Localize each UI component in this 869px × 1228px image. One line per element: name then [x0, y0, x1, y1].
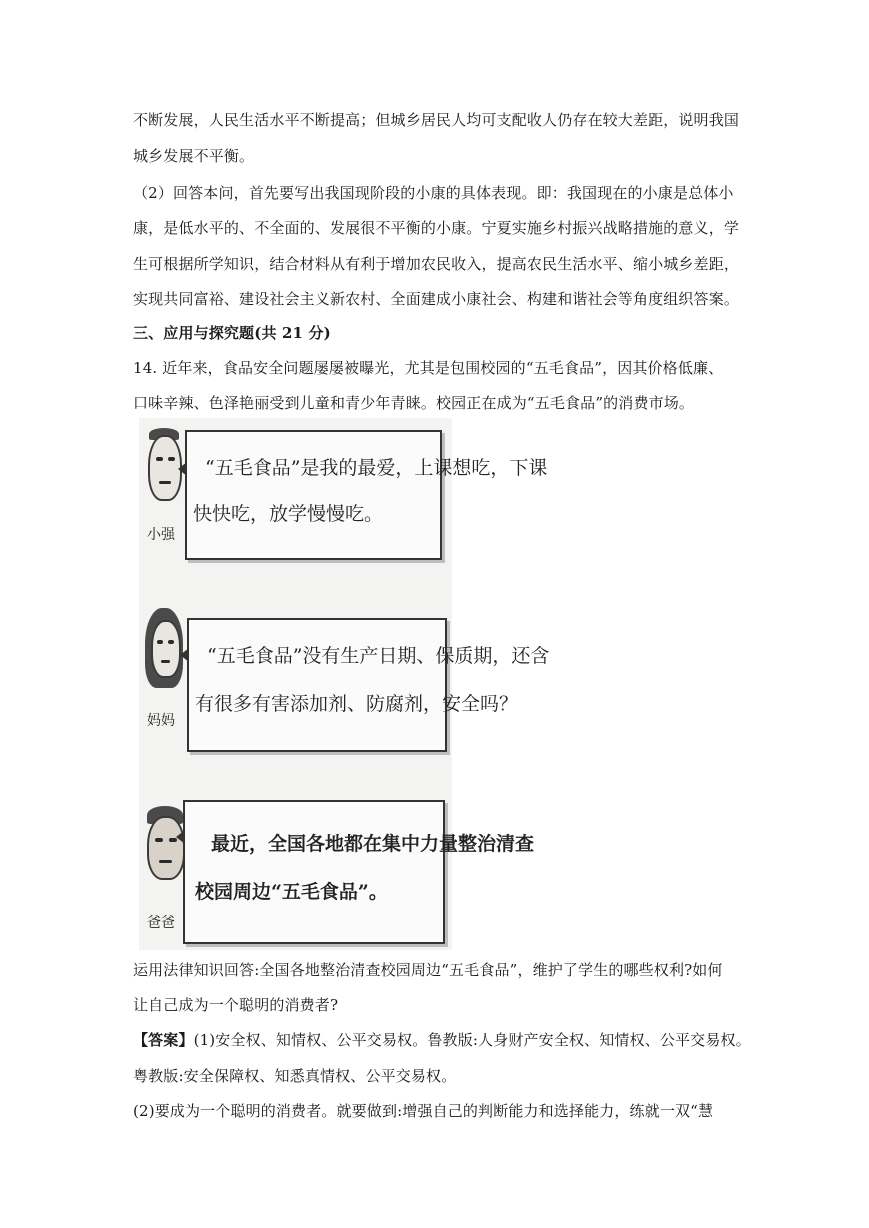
speech-line: 最近，全国各地都在集中力量整治清查 — [211, 833, 535, 855]
speech-line: 校园周边“五毛食品”。 — [195, 881, 388, 903]
answer-line: 粤教版:安全保障权、知悉真情权、公平交易权。 — [133, 1067, 457, 1085]
speech-line: “五毛食品”是我的最爱，上课想吃，下课 — [205, 457, 548, 479]
prompt-line: 运用法律知识回答:全国各地整治清查校园周边“五毛食品”，维护了学生的哪些权利?如何 — [133, 961, 723, 979]
text-line: 生可根据所学知识，结合材料从有利于增加农民收入，提高农民生活水平、缩小城乡差距， — [133, 255, 740, 273]
boy-face-icon — [148, 435, 182, 501]
prompt-line: 让自己成为一个聪明的消费者? — [133, 996, 339, 1014]
speech-bubble — [187, 618, 550, 752]
mother-face-icon — [151, 620, 181, 678]
panel-mama — [139, 606, 550, 756]
question-line: 口味辛辣、色泽艳丽受到儿童和青少年青睐。校园正在成为“五毛食品”的消费市场。 — [133, 394, 695, 412]
speech-line: “五毛食品”没有生产日期、保质期，还含 — [207, 645, 550, 667]
answer-line — [133, 1030, 751, 1050]
section-heading: 三、应用与探究题(共 21 分) — [133, 324, 331, 342]
text-line: 不断发展，人民生活水平不断提高；但城乡居民人均可支配收人仍存在较大差距，说明我国 — [133, 111, 740, 129]
father-face-icon — [147, 816, 185, 880]
speaker-label: 妈妈 — [147, 713, 175, 729]
speech-bubble — [185, 430, 548, 560]
speech-bubble — [183, 800, 535, 944]
dialogue-illustration — [139, 418, 550, 950]
text-line: 康，是低水平的、不全面的、发展很不平衡的小康。宁夏实施乡村振兴战略措施的意义，学 — [133, 219, 740, 237]
speaker-label: 小强 — [147, 527, 175, 543]
answer-label: 【答案】 — [133, 1031, 194, 1049]
speech-line: 快快吃，放学慢慢吃。 — [193, 503, 384, 525]
text-line: （2）回答本问，首先要写出我国现阶段的小康的具体表现。即：我国现在的小康是总体小 — [133, 184, 734, 202]
panel-xiaoqiang — [139, 418, 548, 568]
text-line: 城乡发展不平衡。 — [133, 147, 255, 165]
answer-text: (1)安全权、知情权、公平交易权。鲁教版:人身财产安全权、知情权、公平交易权。 — [193, 1031, 751, 1049]
panel-baba — [139, 796, 535, 950]
question-line: 14. 近年来，食品安全问题屡屡被曝光，尤其是包围校园的“五毛食品”，因其价格低廉、 — [133, 359, 724, 377]
speaker-label: 爸爸 — [147, 915, 175, 931]
speech-line: 有很多有害添加剂、防腐剂，安全吗？ — [195, 693, 519, 715]
text-line: 实现共同富裕、建设社会主义新农村、全面建成小康社会、构建和谐社会等角度组织答案。 — [133, 290, 740, 308]
answer-line: (2)要成为一个聪明的消费者。就要做到:增强自己的判断能力和选择能力，练就一双“慧 — [133, 1102, 714, 1120]
